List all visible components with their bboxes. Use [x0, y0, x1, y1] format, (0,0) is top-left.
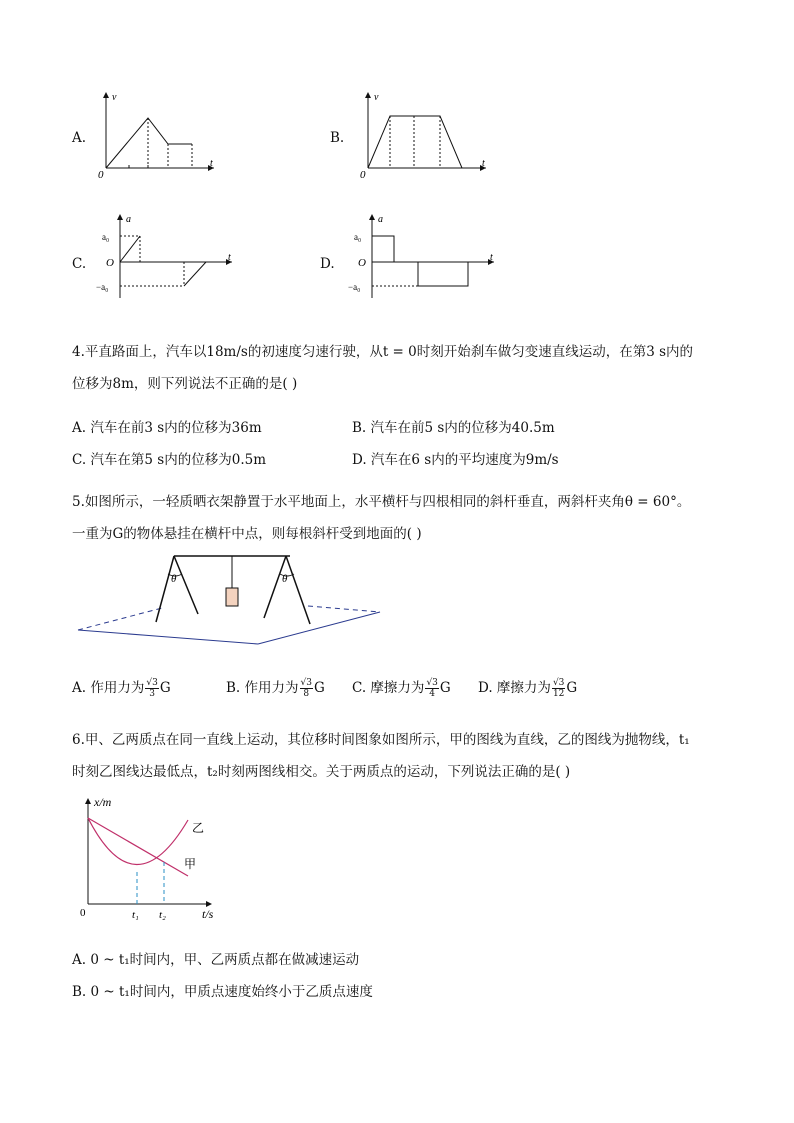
- q5-option-a-text: A. 作用力为: [72, 680, 145, 696]
- option-d-label: D.: [320, 256, 335, 272]
- q5-option-b: [226, 678, 325, 699]
- q5-option-d-text: D. 摩擦力为: [478, 680, 551, 696]
- option-a-label: A.: [72, 130, 87, 146]
- fraction: $\frac{√3}{12}$: [552, 678, 565, 699]
- q6-stem-line1: 6.甲、乙两质点在同一直线上运动，其位移时间图象如图所示，甲的图线为直线，乙的图线为抛物线，t₁: [72, 732, 690, 748]
- tick-a0: a₀: [102, 232, 110, 242]
- q4-option-c: C. 汽车在第5 s内的位移为0.5m: [72, 452, 267, 468]
- q5-option-d: [478, 678, 577, 699]
- q4-stem-line2: 位移为8m，则下列说法不正确的是( ): [72, 376, 298, 392]
- axis-label-v: v: [112, 92, 117, 103]
- tick-neg-a0: −a₀: [348, 282, 361, 292]
- axis-label-a: a: [378, 214, 383, 225]
- option-b-vt-graph: [358, 86, 498, 182]
- q4-stem-line1: 4.平直路面上，汽车以18m/s的初速度匀速行驶，从t = 0时刻开始刹车做匀变速直线运动，在第3 s内的: [72, 344, 694, 360]
- tick-t1: t₁: [132, 909, 139, 921]
- q5-option-b-text: B. 作用力为: [226, 680, 299, 696]
- fraction: $\frac{√3}{3}$: [146, 678, 158, 699]
- q4-option-a: A. 汽车在前3 s内的位移为36m: [72, 420, 262, 436]
- q5-option-c-unit: G: [439, 680, 451, 696]
- axis-label-a: a: [126, 214, 131, 225]
- q5-option-b-unit: G: [313, 680, 325, 696]
- q6-xt-graph: [76, 790, 236, 922]
- axis-label-t: t: [490, 252, 493, 263]
- option-d-at-graph: [346, 208, 502, 304]
- y-axis-label: x/m: [94, 795, 112, 809]
- tick-a0: a₀: [354, 232, 362, 242]
- x-axis-label: t/s: [202, 907, 214, 921]
- option-c-label: C.: [72, 256, 87, 272]
- q5-option-a-unit: G: [159, 680, 171, 696]
- option-a-vt-graph: [96, 86, 226, 182]
- q5-stem-line1: 5.如图所示，一轻质晒衣架静置于水平地面上，水平横杆与四根相同的斜杆垂直，两斜杆夹角θ = 60°。: [72, 494, 691, 510]
- tick-neg-a0: −a₀: [96, 282, 109, 292]
- axis-label-t: t: [228, 252, 231, 263]
- q5-option-d-unit: G: [566, 680, 578, 696]
- q5-option-a: [72, 678, 171, 699]
- theta-left: θ: [171, 573, 177, 585]
- origin-label: O: [358, 257, 366, 269]
- tick-t2: t₂: [159, 909, 166, 921]
- option-c-at-graph: [94, 208, 244, 304]
- curve-label-yi: 乙: [192, 821, 205, 835]
- q6-stem-line2: 时刻乙图线达最低点，t₂时刻两图线相交。关于两质点的运动，下列说法正确的是( ): [72, 764, 571, 780]
- axis-label-t: t: [210, 158, 213, 169]
- q5-stem-line2: 一重为G的物体悬挂在横杆中点，则每根斜杆受到地面的( ): [72, 526, 422, 542]
- clothes-rack-diagram: [72, 550, 384, 650]
- q4-option-d: D. 汽车在6 s内的平均速度为9m/s: [352, 452, 559, 468]
- origin-label: O: [106, 257, 114, 269]
- axis-label-v: v: [374, 92, 379, 103]
- q5-option-c: [352, 678, 451, 699]
- axis-label-t: t: [482, 158, 485, 169]
- q5-option-c-text: C. 摩擦力为: [352, 680, 425, 696]
- fraction: $\frac{√3}{8}$: [300, 678, 312, 699]
- q6-option-b: B. 0 ~ t₁时间内，甲质点速度始终小于乙质点速度: [72, 984, 373, 1000]
- option-b-label: B.: [330, 130, 345, 146]
- origin-label: 0: [80, 907, 86, 919]
- line-label-jia: 甲: [184, 857, 197, 871]
- q6-option-a: A. 0 ~ t₁时间内，甲、乙两质点都在做减速运动: [72, 952, 360, 968]
- q4-option-b: B. 汽车在前5 s内的位移为40.5m: [352, 420, 555, 436]
- origin-label: 0: [98, 169, 104, 181]
- theta-right: θ: [282, 573, 288, 585]
- origin-label: 0: [360, 169, 366, 181]
- fraction: $\frac{√3}{4}$: [426, 678, 438, 699]
